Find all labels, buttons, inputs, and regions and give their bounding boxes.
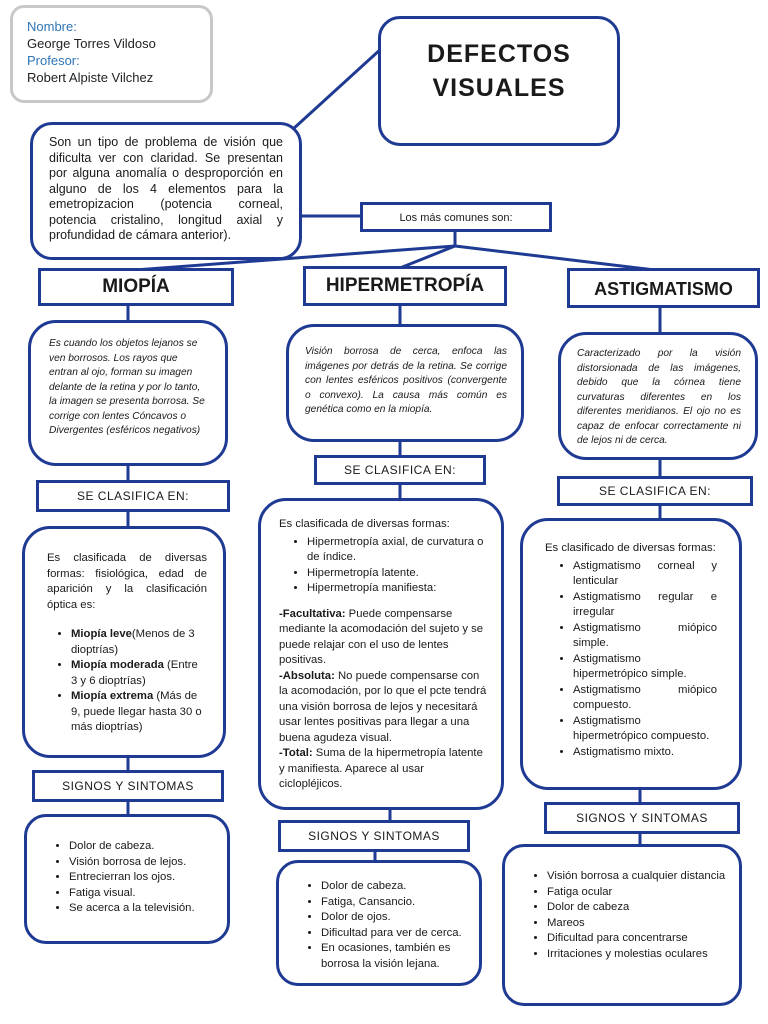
miopia-symptoms-box [24, 814, 230, 944]
miopia-header [38, 268, 234, 306]
common-label-box [360, 202, 552, 232]
list-item: • Visión borrosa de lejos. [69, 855, 215, 871]
astigmatismo-classification-list [545, 559, 717, 761]
astigmatismo-classification-intro: Es clasificado de diversas formas: [545, 542, 716, 554]
astigmatismo-classification-box [520, 518, 742, 790]
hipermetropia-title: HIPERMETROPÍA [325, 275, 485, 296]
nombre-label: Nombre: [27, 19, 77, 34]
hipermetropia-classify-label-box [314, 455, 486, 485]
list-item: • Dolor de cabeza [547, 900, 727, 916]
hipermetropia-classification-box [258, 498, 504, 810]
list-item: • Miopía extrema (Más de 9, puede llegar hasta 30 o más dioptrías) [71, 689, 207, 736]
astigmatismo-title: ASTIGMATISMO [594, 279, 733, 299]
list-item: • Astigmatismo regular e irregular [573, 590, 717, 621]
list-item: • Fatiga visual. [69, 886, 215, 902]
list-item: • Dolor de cabeza. [321, 879, 463, 895]
miopia-title: MIOPÍA [102, 276, 170, 297]
list-item: • Hipermetropía axial, de curvatura o de índice. [307, 535, 489, 566]
nombre-value: George Torres Vildoso [27, 36, 156, 51]
title-line-1: DEFECTOS [427, 40, 571, 68]
list-item: • Astigmatismo hipermetrópico simple. [573, 652, 717, 683]
list-item: • Fatiga ocular [547, 885, 727, 901]
miopia-symptoms-label: SIGNOS Y SINTOMAS [62, 779, 194, 793]
common-label: Los más comunes son: [399, 212, 513, 224]
miopia-classify-label-box [36, 480, 230, 512]
main-title-box [378, 16, 620, 146]
list-item: • Hipermetropía latente. [307, 566, 489, 582]
profesor-value: Robert Alpiste Vilchez [27, 70, 154, 85]
hipermetropia-classification-list [279, 535, 489, 597]
miopia-symptoms-list [41, 839, 215, 917]
hipermetropia-type-facultativa: -Facultativa: Puede compensarse mediante la acomodación del sujeto y se puede relajar con el uso de lentes positivas. [279, 607, 484, 666]
list-item: • Mareos [547, 916, 727, 932]
hipermetropia-symptoms-list [293, 879, 463, 973]
miopia-description: Es cuando los objetos lejanos se ven borrosos. Los rayos que entran al ojo, forman su imagen delante de la retina y por lo tanto, la imagen se presenta borrosa. Se corrige con lentes Cóncavos o Divergentes (esféricos negativos) [49, 338, 205, 436]
definition-box [30, 122, 302, 260]
list-item: • Entrecierran los ojos. [69, 870, 215, 886]
astigmatismo-description-box [558, 332, 758, 460]
astigmatismo-classify-label: SE CLASIFICA EN: [598, 484, 712, 498]
list-item: • En ocasiones, también es borrosa la visión lejana. [321, 941, 463, 972]
list-item: • Dolor de ojos. [321, 910, 463, 926]
list-item: • Se acerca a la televisión. [69, 901, 215, 917]
list-item: • Dolor de cabeza. [69, 839, 215, 855]
list-item: • Dificultad para ver de cerca. [321, 926, 463, 942]
list-item: • Dificultad para concentrarse [547, 931, 727, 947]
astigmatismo-classify-label-box [557, 476, 753, 506]
hipermetropia-type-total: -Total: Suma de la hipermetropía latente y manifiesta. Aparece al usar ciclopléjicos. [279, 747, 483, 790]
title-line-2: VISUALES [432, 74, 566, 102]
list-item: • Hipermetropía manifiesta: [307, 581, 489, 597]
miopia-classification-intro: Es clasificada de diversas formas: fisiológica, edad de aparición y la clasificación óptica es: [47, 552, 207, 611]
list-item: • Astigmatismo corneal y lenticular [573, 559, 717, 590]
miopia-description-box [28, 320, 228, 466]
list-item: • Astigmatismo hipermetrópico compuesto. [573, 714, 717, 745]
hipermetropia-classification-intro: Es clasificada de diversas formas: [279, 518, 450, 530]
hipermetropia-classify-label: SE CLASIFICA EN: [343, 463, 457, 477]
hipermetropia-symptoms-box [276, 860, 482, 986]
profesor-label: Profesor: [27, 53, 80, 68]
hipermetropia-description-box [286, 324, 524, 442]
list-item: • Fatiga, Cansancio. [321, 895, 463, 911]
astigmatismo-symptoms-box [502, 844, 742, 1006]
hipermetropia-type-absoluta: -Absoluta: No puede compensarse con la acomodación, por lo que el pcte tendrá una visión borrosa de lejos y necesitará usar lentes positivas para llegar a una buena agudeza visual. [279, 669, 487, 744]
astigmatismo-header [567, 268, 760, 308]
miopia-classify-label: SE CLASIFICA EN: [76, 489, 190, 503]
miopia-classification-list [47, 627, 207, 736]
astigmatismo-symptoms-label-box [544, 802, 740, 834]
hipermetropia-symptoms-label: SIGNOS Y SINTOMAS [308, 829, 440, 843]
author-info-box [10, 5, 213, 103]
miopia-symptoms-label-box [32, 770, 224, 802]
list-item: • Visión borrosa a cualquier distancia [547, 869, 727, 885]
list-item: • Miopía moderada (Entre 3 y 6 dioptrías) [71, 658, 207, 689]
list-item: • Astigmatismo miópico simple. [573, 621, 717, 652]
definition-text: Son un tipo de problema de visión que dificulta ver con claridad. Se presentan por alguna anomalía o desproporción en alguno de los 4 elementos para la emetropizacion (potencia corneal, potencia cristalino, longitud axial y profundidad de cámara anterior). [49, 135, 283, 242]
list-item: • Astigmatismo mixto. [573, 745, 717, 761]
miopia-classification-box [22, 526, 226, 758]
list-item: • Irritaciones y molestias oculares [547, 947, 727, 963]
hipermetropia-description: Visión borrosa de cerca, enfoca las imágenes por detrás de la retina. Se corrige con lentes esféricos positivos (convergente o convexo). La causa más común es genética como en la miopía. [305, 346, 507, 415]
astigmatismo-symptoms-list [519, 869, 727, 963]
hipermetropia-header [303, 266, 507, 306]
list-item: • Miopía leve(Menos de 3 dioptrías) [71, 627, 207, 658]
hipermetropia-symptoms-label-box [278, 820, 470, 852]
list-item: • Astigmatismo miópico compuesto. [573, 683, 717, 714]
astigmatismo-description: Caracterizado por la visión distorsionada de las imágenes, debido que la córnea tiene curvaturas diferentes en los diferentes meridianos. El ojo no es capaz de enfocar correctamente ni de lejos ni de cerca. [577, 348, 741, 446]
astigmatismo-symptoms-label: SIGNOS Y SINTOMAS [576, 811, 708, 825]
